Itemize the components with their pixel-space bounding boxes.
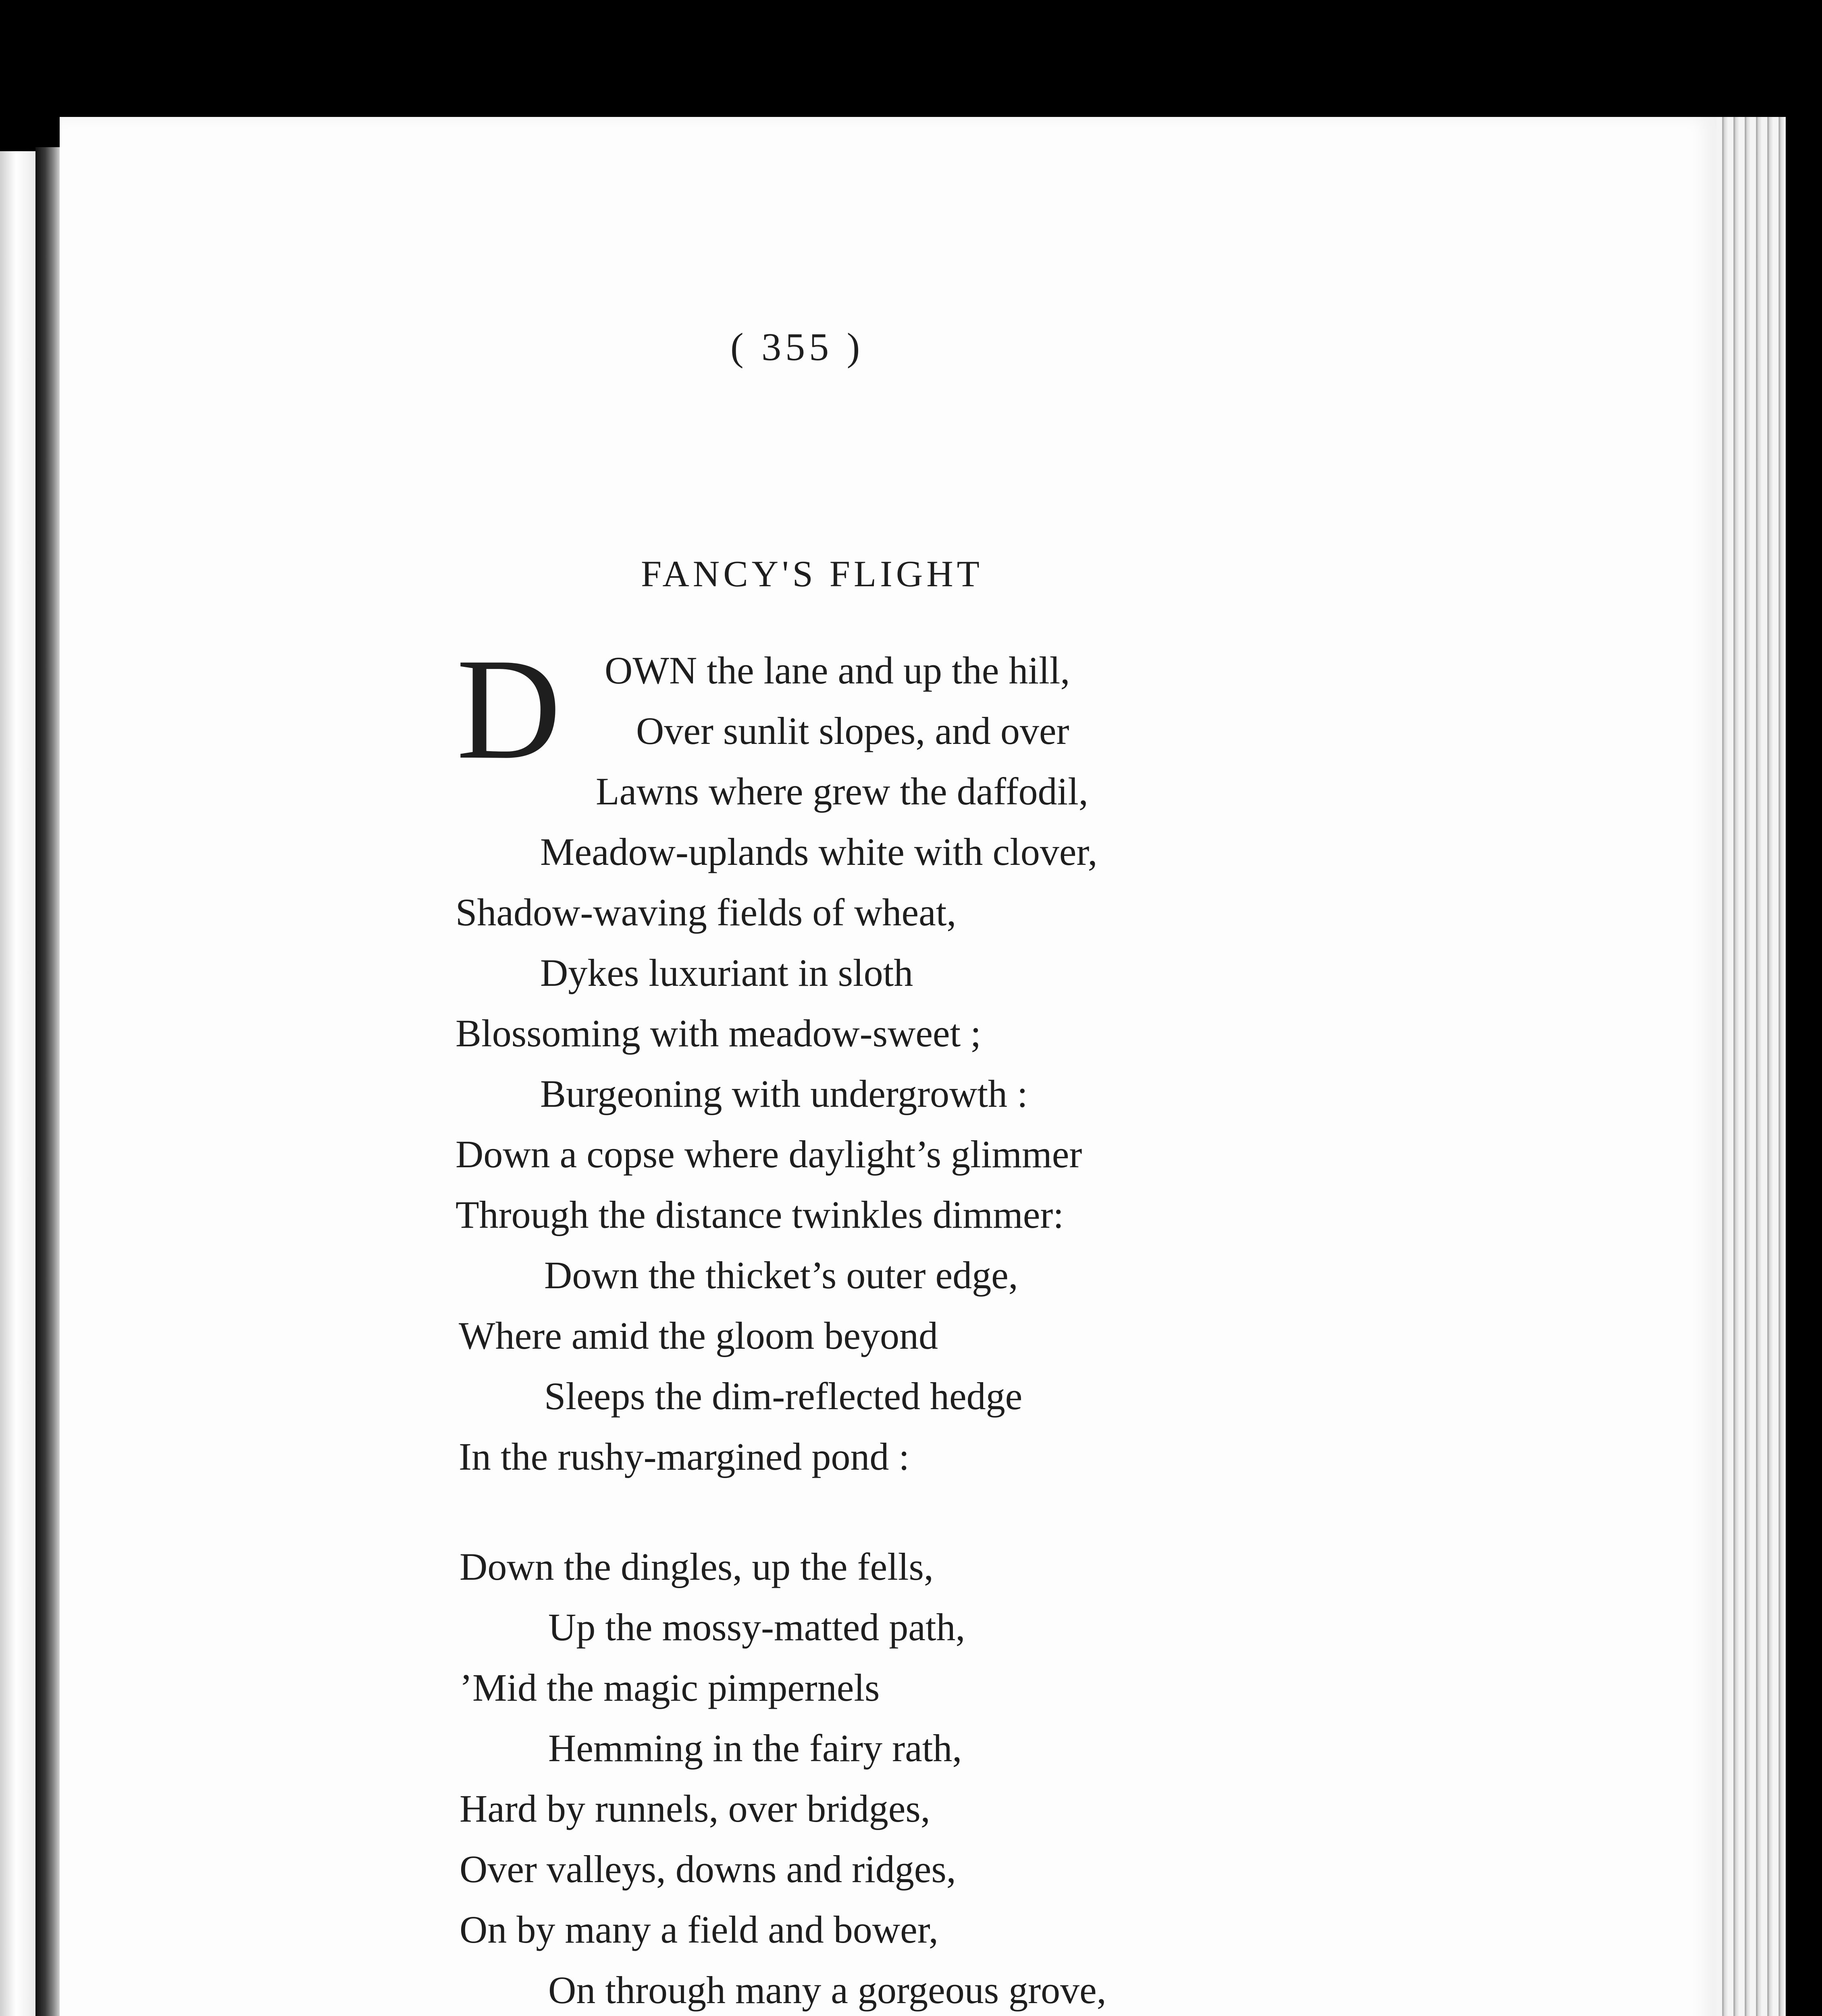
poem-line: Hemming in the fairy rath,	[548, 1727, 962, 1770]
poem-line: Meadow-uplands white with clover,	[540, 830, 1098, 873]
poem-line: Through the distance twinkles dimmer:	[456, 1193, 1064, 1236]
poem-line: Over sunlit slopes, and over	[636, 709, 1069, 752]
poem-line: In the rushy-margined pond :	[459, 1435, 910, 1478]
poem-line: On by many a field and bower,	[460, 1908, 938, 1951]
poem-line: Blossoming with meadow-sweet ;	[456, 1012, 981, 1055]
poem-line: OWN the lane and up the hill,	[605, 649, 1070, 692]
poem-line: Down the thicket’s outer edge,	[544, 1254, 1018, 1297]
drop-cap: D	[456, 628, 561, 789]
poem-line: Down a copse where daylight’s glimmer	[456, 1133, 1082, 1176]
poem-line: Up the mossy-matted path,	[548, 1606, 965, 1649]
poem-line: Lawns where grew the daffodil,	[596, 770, 1088, 813]
poem-title: FANCY'S FLIGHT	[641, 553, 983, 594]
poem-line: Shadow-waving fields of wheat,	[456, 891, 957, 934]
poem-line: Over valleys, downs and ridges,	[460, 1847, 956, 1891]
poem-line: Hard by runnels, over bridges,	[460, 1787, 930, 1830]
poem-line: Sleeps the dim-reflected hedge	[544, 1375, 1023, 1418]
page-number: ( 355 )	[730, 325, 864, 369]
poem-line: Dykes luxuriant in sloth	[540, 951, 913, 994]
poem-line: Burgeoning with undergrowth :	[540, 1072, 1028, 1115]
poem-line: ’Mid the magic pimpernels	[460, 1666, 880, 1709]
poem-line: Where amid the gloom beyond	[459, 1314, 938, 1357]
poem-line: On through many a gorgeous grove,	[548, 1968, 1107, 2012]
poem-line: Down the dingles, up the fells,	[460, 1545, 934, 1588]
